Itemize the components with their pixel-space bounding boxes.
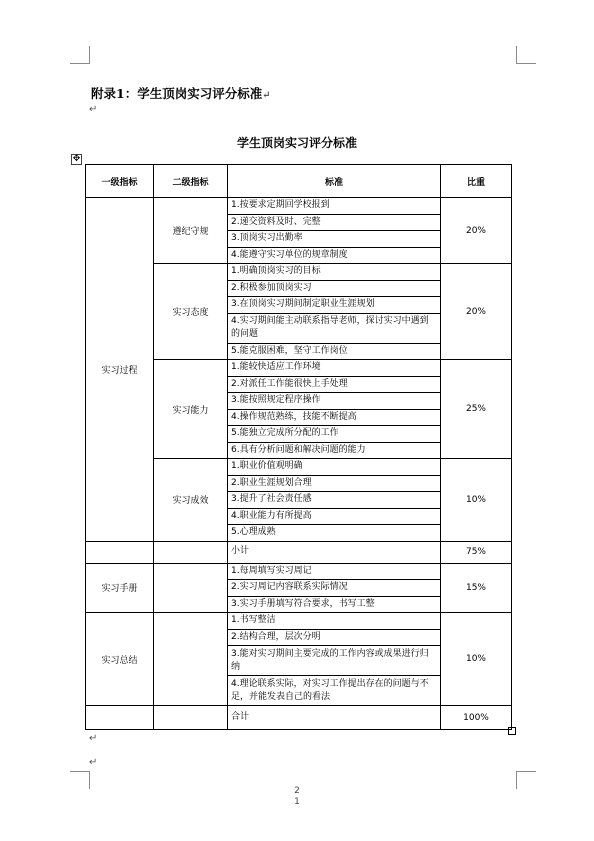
criterion: 1.书写整洁 — [228, 613, 441, 630]
level2-effect: 实习成效 — [154, 459, 228, 542]
weight-cell: 20% — [441, 198, 512, 264]
criterion: 1.按要求定期回学校报到 — [228, 198, 441, 215]
scoring-table — [85, 164, 512, 730]
paragraph-mark-icon: ↵ — [89, 733, 98, 744]
paragraph-mark-icon: ↵ — [89, 104, 98, 115]
subtotal-row — [86, 541, 512, 563]
criterion: 1.能较快适应工作环境 — [228, 360, 441, 377]
criterion: 2.对派任工作能很快上手处理 — [228, 376, 441, 393]
appendix-heading: 附录1：学生顶岗实习评分标准↵ — [91, 86, 271, 101]
criterion: 3.能按照规定程序操作 — [228, 393, 441, 410]
criterion: 3.实习手册填写符合要求，书写工整 — [228, 596, 441, 613]
level1-process: 实习过程 — [86, 198, 154, 542]
level2-ability: 实习能力 — [154, 360, 228, 459]
criterion: 1.每周填写实习周记 — [228, 563, 441, 580]
header-row — [86, 165, 512, 198]
criterion: 2.积极参加顶岗实习 — [228, 280, 441, 297]
paragraph-mark-icon: ↵ — [89, 757, 98, 768]
table-resize-handle-icon[interactable] — [508, 727, 516, 735]
empty-cell — [86, 706, 154, 730]
criterion: 4.实习期间能主动联系指导老师，探讨实习中遇到的问题 — [228, 313, 441, 343]
paragraph-mark-icon: ↵ — [262, 90, 271, 101]
criterion: 1.职业价值观明确 — [228, 459, 441, 476]
crop-mark — [516, 63, 536, 64]
page-subnumber: 1 — [294, 797, 300, 807]
table-move-handle-icon[interactable]: ✥ — [72, 154, 81, 164]
criterion: 5.心理成熟 — [228, 525, 441, 542]
level1-handbook: 实习手册 — [86, 563, 154, 613]
crop-mark — [70, 63, 90, 64]
empty-cell — [154, 706, 228, 730]
crop-mark — [516, 771, 536, 772]
criterion: 5.能独立完成所分配的工作 — [228, 426, 441, 443]
criterion: 4.能遵守实习单位的规章制度 — [228, 247, 441, 264]
criterion: 3.在顶岗实习期间制定职业生涯规划 — [228, 297, 441, 314]
criterion: 2.结构合理，层次分明 — [228, 629, 441, 646]
header-weight: 比重 — [441, 165, 512, 198]
crop-mark — [70, 771, 90, 772]
header-level1: 一级指标 — [86, 165, 154, 198]
criterion: 4.操作规范熟练，技能不断提高 — [228, 409, 441, 426]
weight-cell: 10% — [441, 459, 512, 542]
criterion: 6.具有分析问题和解决问题的能力 — [228, 442, 441, 459]
criterion: 2.递交资料及时、完整 — [228, 214, 441, 231]
empty-cell — [86, 541, 154, 563]
empty-cell — [154, 563, 228, 613]
page-number: 2 — [294, 786, 300, 796]
total-row — [86, 706, 512, 730]
empty-cell — [154, 541, 228, 563]
header-level2: 二级指标 — [154, 165, 228, 198]
header-standard: 标准 — [228, 165, 441, 198]
empty-cell — [154, 613, 228, 706]
criterion: 1.明确顶岗实习的目标 — [228, 264, 441, 281]
criterion: 3.顶岗实习出勤率 — [228, 231, 441, 248]
level1-summary: 实习总结 — [86, 613, 154, 706]
criterion: 4.职业能力有所提高 — [228, 508, 441, 525]
weight-cell: 15% — [441, 563, 512, 613]
subtotal-label: 小计 — [228, 541, 441, 563]
criterion: 5.能克服困难，坚守工作岗位 — [228, 343, 441, 360]
weight-cell: 20% — [441, 264, 512, 360]
weight-cell: 25% — [441, 360, 512, 459]
level2-discipline: 遵纪守规 — [154, 198, 228, 264]
criterion: 3.提升了社会责任感 — [228, 492, 441, 509]
crop-mark — [89, 46, 90, 64]
total-weight: 100% — [441, 706, 512, 730]
criterion: 2.职业生涯规划合理 — [228, 475, 441, 492]
criterion: 3.能对实习期间主要完成的工作内容或成果进行归纳 — [228, 646, 441, 676]
crop-mark — [516, 46, 517, 64]
weight-cell: 10% — [441, 613, 512, 706]
criterion: 2.实习周记内容联系实际情况 — [228, 580, 441, 597]
criterion: 4.理论联系实际，对实习工作提出存在的问题与不足，并能发表自己的看法 — [228, 676, 441, 706]
total-label: 合计 — [228, 706, 441, 730]
table-title: 学生顶岗实习评分标准 — [236, 136, 357, 150]
level2-attitude: 实习态度 — [154, 264, 228, 360]
subtotal-weight: 75% — [441, 541, 512, 563]
